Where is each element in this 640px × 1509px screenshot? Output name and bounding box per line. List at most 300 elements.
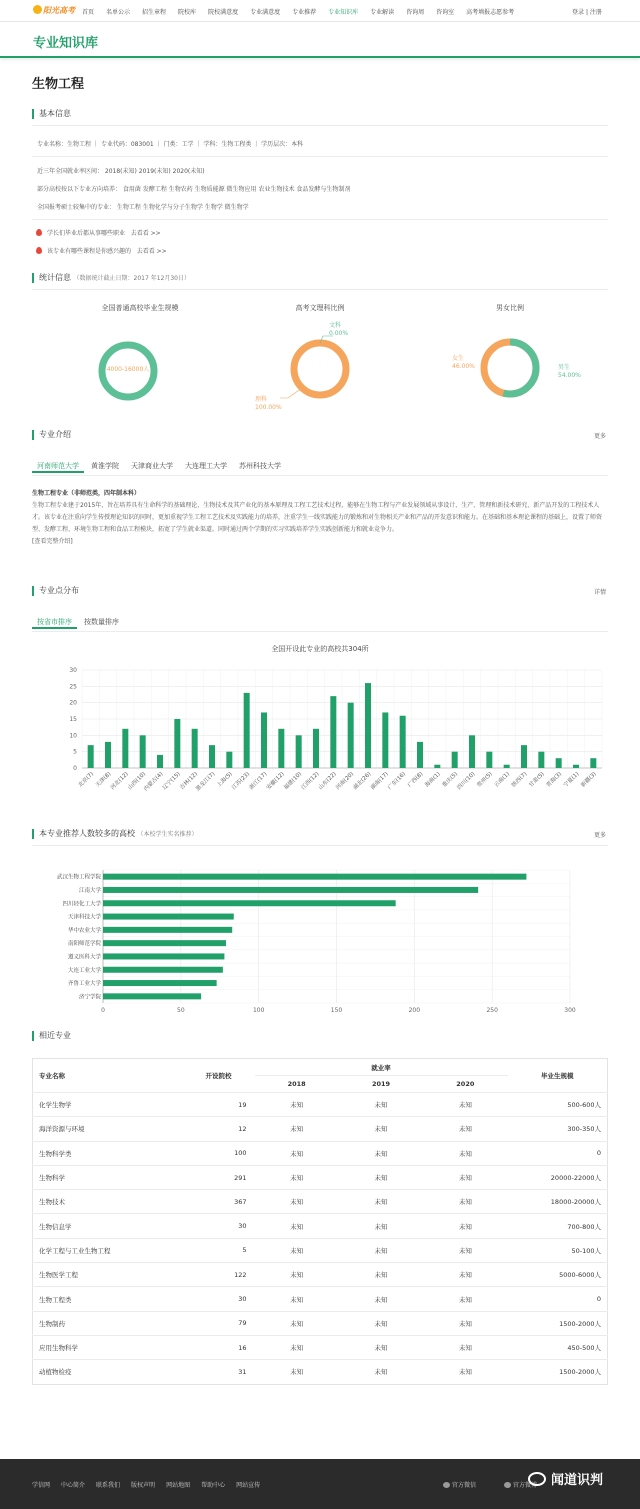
x-tick-label: 0 <box>101 1007 105 1014</box>
rate-2020-cell: 未知 <box>423 1190 507 1214</box>
section-title-text: 本专业推荐人数较多的高校 <box>39 829 135 838</box>
section-title-stats <box>32 273 190 283</box>
wechat-link[interactable] <box>443 1480 490 1489</box>
y-tick-label: 齐鲁工业大学 <box>67 981 101 988</box>
schools-cell: 367 <box>183 1190 255 1214</box>
bar <box>103 953 224 959</box>
rate-2018-cell: 未知 <box>255 1165 339 1189</box>
major-name-cell: 生物制药 <box>33 1311 183 1335</box>
scale-cell: 300-350人 <box>508 1117 608 1141</box>
footer <box>0 1459 640 1509</box>
rate-2019-cell: 未知 <box>339 1093 423 1117</box>
female-pct: 46.00% <box>452 363 475 370</box>
section-title-text: 基本信息 <box>39 109 71 118</box>
separator: | <box>585 9 588 16</box>
schools-cell: 19 <box>183 1093 255 1117</box>
rate-2019-cell: 未知 <box>339 1141 423 1165</box>
postgrad-line: 全国报考硕士较集中的专业： 生物工程 生物化学与分子生物学 生物学 微生物学 <box>37 204 249 211</box>
y-tick-label: 江南大学 <box>78 887 101 894</box>
x-tick-label: 四川(10) <box>456 771 477 792</box>
distribution-detail-link[interactable]: 详情 <box>594 589 607 596</box>
footer-link[interactable]: 版权声明 <box>131 1482 156 1489</box>
bar-chart-title: 全国开设此专业的高校共304所 <box>271 645 369 653</box>
section-title-similar <box>32 1031 71 1041</box>
y-tick-label: 15 <box>69 716 77 723</box>
table-row[interactable] <box>33 1165 608 1189</box>
major-name-cell: 海洋资源与环境 <box>33 1117 183 1141</box>
schools-cell: 100 <box>183 1141 255 1165</box>
x-tick-label: 贵州(5) <box>476 771 494 789</box>
x-tick-label: 50 <box>177 1007 185 1014</box>
x-tick-label: 黑龙江(7) <box>194 771 217 793</box>
school-tabs <box>32 459 288 473</box>
x-tick-label: 海南(1) <box>424 771 442 789</box>
auth-links <box>572 7 602 16</box>
x-tick-label: 新疆(3) <box>580 771 598 789</box>
male-pct: 54.00% <box>558 372 581 379</box>
bar <box>103 887 478 893</box>
scale-cell: 1500-2000人 <box>508 1360 608 1384</box>
nav-link[interactable]: 招生章程 <box>142 9 167 16</box>
bar <box>417 742 423 768</box>
x-tick-label: 宁夏(1) <box>562 771 581 789</box>
x-tick-label: 辽宁(15) <box>161 771 182 792</box>
female-label <box>452 355 475 371</box>
rate-2018-cell: 未知 <box>255 1093 339 1117</box>
bar <box>140 735 146 768</box>
bar <box>174 719 180 768</box>
x-tick-label: 江苏(23) <box>231 771 252 792</box>
rate-2020-cell: 未知 <box>423 1141 507 1165</box>
major-name-cell: 化学工程与工业生物工程 <box>33 1238 183 1262</box>
school-tab[interactable]: 天津商业大学 <box>131 462 173 470</box>
school-tab-active[interactable]: 河南师范大学 <box>32 459 84 473</box>
course-link-text[interactable]: 该专业有哪些课程是你感兴趣的 <box>47 248 132 255</box>
top-navigation <box>0 0 640 22</box>
schools-cell: 79 <box>183 1311 255 1335</box>
bar <box>469 735 475 768</box>
major-name-cell: 生物信息学 <box>33 1214 183 1238</box>
bar <box>434 765 440 768</box>
schools-cell: 291 <box>183 1165 255 1189</box>
x-tick-label: 上海(5) <box>216 771 234 789</box>
rate-2020-cell: 未知 <box>423 1287 507 1311</box>
y-tick-label: 武汉生物工程学院 <box>56 874 101 881</box>
bar <box>452 752 458 768</box>
rate-2019-cell: 未知 <box>339 1335 423 1359</box>
major-name-cell: 生物科学 <box>33 1165 183 1189</box>
y-tick-label: 5 <box>73 748 77 756</box>
scale-cell: 5000-6000人 <box>508 1263 608 1287</box>
bar <box>244 693 250 768</box>
x-tick-label: 广东(16) <box>387 771 408 792</box>
sort-tabs <box>32 615 126 629</box>
table-row[interactable] <box>33 1287 608 1311</box>
section-title-text: 相近专业 <box>39 1031 71 1040</box>
logo-text: 阳光高考 <box>43 6 75 15</box>
basic-info-line: 专业名称：生物工程 ｜ 专业代码：083001 ｜ 门类：工学 ｜ 学科：生物工程类 ｜ 学历层次：本科 <box>37 141 304 148</box>
x-tick-label: 山西(10) <box>127 771 148 792</box>
col-2018: 2018 <box>255 1076 339 1093</box>
arts-label-text: 文科 <box>329 322 342 329</box>
x-tick-label: 福建(10) <box>283 771 304 792</box>
bar <box>296 735 302 768</box>
science-label-text: 理科 <box>255 396 268 403</box>
science-pct: 100.00% <box>255 404 282 411</box>
schools-cell: 5 <box>183 1238 255 1262</box>
course-link-row <box>36 246 167 255</box>
y-tick-label: 四川轻化工大学 <box>62 901 101 908</box>
divider <box>32 219 608 220</box>
rate-2019-cell: 未知 <box>339 1190 423 1214</box>
bar <box>573 765 579 768</box>
y-tick-label: 天津科技大学 <box>67 914 101 921</box>
login-link[interactable]: 登录 <box>572 9 585 16</box>
y-tick-label: 10 <box>69 732 77 740</box>
rate-2019-cell: 未知 <box>339 1238 423 1262</box>
scale-value: 4000-16000人 <box>106 366 150 373</box>
bar <box>103 980 217 986</box>
weibo-label: 官方微博 <box>513 1482 538 1489</box>
x-tick-label: 云南(1) <box>493 771 512 789</box>
scale-cell: 1500-2000人 <box>508 1311 608 1335</box>
x-tick-label: 150 <box>330 1007 343 1014</box>
bar <box>105 742 111 768</box>
scale-cell: 50-100人 <box>508 1238 608 1262</box>
gender-donut <box>478 336 542 400</box>
nav-link[interactable]: 高考填报志愿参考 <box>466 9 515 16</box>
table-row[interactable] <box>33 1093 608 1117</box>
table-row[interactable] <box>33 1190 608 1214</box>
bar <box>590 758 596 768</box>
x-tick-label: 250 <box>486 1007 498 1014</box>
rate-2020-cell: 未知 <box>423 1335 507 1359</box>
fire-icon <box>36 229 42 236</box>
page-title: 生物工程 <box>32 77 85 92</box>
rate-2020-cell: 未知 <box>423 1214 507 1238</box>
rate-2018-cell: 未知 <box>255 1190 339 1214</box>
rate-2018-cell: 未知 <box>255 1141 339 1165</box>
scale-cell: 450-500人 <box>508 1335 608 1359</box>
bar <box>209 745 215 768</box>
rate-2018-cell: 未知 <box>255 1360 339 1384</box>
major-name-cell: 应用生物科学 <box>33 1335 183 1359</box>
y-tick-label: 0 <box>73 765 77 772</box>
bar <box>122 729 128 768</box>
schools-cell: 12 <box>183 1117 255 1141</box>
x-tick-label: 北京(7) <box>77 771 96 789</box>
section-title-text: 专业介绍 <box>39 430 71 439</box>
x-tick-label: 内蒙古(4) <box>142 771 165 793</box>
science-leader-line <box>280 388 302 398</box>
nav-links <box>82 7 526 16</box>
nav-link[interactable]: 院校库 <box>178 9 197 16</box>
x-tick-label: 甘肃(5) <box>528 771 546 789</box>
table-row[interactable] <box>33 1311 608 1335</box>
rate-2019-cell: 未知 <box>339 1117 423 1141</box>
schools-cell: 16 <box>183 1335 255 1359</box>
rate-2018-cell: 未知 <box>255 1238 339 1262</box>
rate-2020-cell: 未知 <box>423 1263 507 1287</box>
divider <box>32 475 608 476</box>
similar-majors-table <box>32 1058 608 1385</box>
x-tick-label: 江西(12) <box>300 771 321 792</box>
school-horizontal-bar-chart <box>40 864 580 1019</box>
major-name-cell: 生物科学类 <box>33 1141 183 1165</box>
section-banner <box>0 22 640 58</box>
x-tick-label: 山东(22) <box>317 771 338 792</box>
recommend-note: （本校学生实名推荐） <box>137 831 198 838</box>
y-tick-label: 济宁学院 <box>78 994 101 1001</box>
x-tick-label: 浙江(17) <box>248 771 269 792</box>
x-tick-label: 河北(12) <box>109 771 130 792</box>
table-row[interactable] <box>33 1214 608 1238</box>
bar <box>103 900 396 906</box>
rate-2019-cell: 未知 <box>339 1263 423 1287</box>
bar <box>103 967 223 973</box>
nav-link[interactable]: 咨询周 <box>406 9 425 16</box>
x-tick-label: 安徽(12) <box>265 771 286 792</box>
school-tab[interactable]: 黄淮学院 <box>91 462 119 470</box>
x-tick-label: 300 <box>564 1007 576 1014</box>
bar <box>556 758 562 768</box>
divider <box>32 156 608 157</box>
divider <box>32 289 608 290</box>
table-row[interactable] <box>33 1263 608 1287</box>
bar <box>504 765 510 768</box>
scale-cell: 20000-22000人 <box>508 1165 608 1189</box>
rate-2020-cell: 未知 <box>423 1311 507 1335</box>
rate-2019-cell: 未知 <box>339 1287 423 1311</box>
schools-cell: 30 <box>183 1287 255 1311</box>
schools-cell: 30 <box>183 1214 255 1238</box>
nav-link[interactable]: 院校满意度 <box>208 9 239 16</box>
bar <box>226 752 232 768</box>
table-row[interactable] <box>33 1360 608 1384</box>
fire-icon <box>36 247 42 254</box>
watermark-text: 闻道识判 <box>551 1473 604 1488</box>
bar <box>382 712 388 768</box>
wechat-label: 官方微信 <box>452 1482 477 1489</box>
y-tick-label: 25 <box>69 683 77 691</box>
schools-cell: 31 <box>183 1360 255 1384</box>
arts-pct: 0.00% <box>329 330 349 337</box>
rate-2019-cell: 未知 <box>339 1360 423 1384</box>
intro-heading: 生物工程专业（非师范类，四年制本科） <box>32 490 141 497</box>
rate-2018-cell: 未知 <box>255 1117 339 1141</box>
site-logo[interactable] <box>33 5 75 16</box>
bar <box>521 745 527 768</box>
y-tick-label: 遵义医科大学 <box>67 954 101 961</box>
y-tick-label: 南阳师范学院 <box>67 941 101 948</box>
bar <box>103 940 226 946</box>
rate-2020-cell: 未知 <box>423 1165 507 1189</box>
bar <box>103 993 201 999</box>
divider <box>32 845 608 846</box>
x-tick-label: 重庆(5) <box>441 771 460 789</box>
nav-link[interactable]: 首页 <box>82 9 95 16</box>
x-tick-label: 湖北(26) <box>352 771 373 792</box>
x-tick-label: 广西(8) <box>406 771 425 789</box>
sort-tab-active[interactable]: 按省市排序 <box>32 615 77 629</box>
y-tick-label: 大连工业大学 <box>67 967 101 974</box>
school-tab[interactable]: 大连理工大学 <box>185 462 227 470</box>
divider <box>32 125 608 126</box>
nav-link[interactable]: 名单公示 <box>106 9 131 16</box>
rate-2018-cell: 未知 <box>255 1287 339 1311</box>
view-full-intro-link[interactable]: [查看完整介绍] <box>32 538 73 545</box>
schools-cell: 122 <box>183 1263 255 1287</box>
rate-2020-cell: 未知 <box>423 1093 507 1117</box>
footer-link[interactable]: 网站地图 <box>166 1482 191 1489</box>
table-row[interactable] <box>33 1141 608 1165</box>
scale-cell: 500-600人 <box>508 1093 608 1117</box>
x-tick-label: 陕西(7) <box>510 771 529 789</box>
bar <box>313 729 319 768</box>
table-body <box>33 1093 608 1385</box>
intro-more-link[interactable]: 更多 <box>594 433 607 440</box>
table-row[interactable] <box>33 1335 608 1359</box>
section-title-intro <box>32 430 71 440</box>
col-name: 专业名称 <box>39 1072 65 1080</box>
nav-link-active[interactable]: 专业知识库 <box>328 9 359 16</box>
nav-link[interactable]: 专业满意度 <box>250 9 281 16</box>
bar <box>365 683 371 768</box>
rate-2019-cell: 未知 <box>339 1214 423 1238</box>
science-label <box>255 396 282 412</box>
x-tick-label: 湖南(17) <box>369 771 390 792</box>
major-name-cell: 化学生物学 <box>33 1093 183 1117</box>
recommend-more-link[interactable]: 更多 <box>594 832 607 839</box>
bar <box>330 696 336 768</box>
rate-2019-cell: 未知 <box>339 1165 423 1189</box>
section-title-recommend <box>32 829 198 839</box>
rate-2020-cell: 未知 <box>423 1238 507 1262</box>
arts-label <box>329 322 348 338</box>
rate-2018-cell: 未知 <box>255 1311 339 1335</box>
rate-2018-cell: 未知 <box>255 1335 339 1359</box>
nav-link[interactable]: 专业解读 <box>370 9 395 16</box>
x-tick-label: 100 <box>252 1007 265 1014</box>
section-title-text: 专业点分布 <box>39 586 79 595</box>
footer-links <box>32 1480 271 1489</box>
career-link-text[interactable]: 学长们毕业后都从事哪些职业 <box>47 230 126 237</box>
banner-title: 专业知识库 <box>33 36 99 51</box>
section-title-basic <box>32 109 71 119</box>
rate-2018-cell: 未知 <box>255 1263 339 1287</box>
weibo-icon <box>504 1482 511 1488</box>
section-title-text: 统计信息 <box>39 273 71 282</box>
col-schools: 开设院校 <box>205 1072 232 1080</box>
y-tick-label: 30 <box>69 667 77 674</box>
nav-link[interactable]: 专业推荐 <box>292 9 317 16</box>
bar <box>486 752 492 768</box>
rate-2018-cell: 未知 <box>255 1214 339 1238</box>
bar <box>278 729 284 768</box>
table-header-row <box>33 1059 608 1076</box>
major-name-cell: 生物医学工程 <box>33 1263 183 1287</box>
go-see-link[interactable]: 去看看 >> <box>136 248 167 255</box>
scale-chart-title: 全国普通高校毕业生规模 <box>101 304 179 312</box>
x-tick-label: 河南(20) <box>335 771 356 792</box>
bar <box>157 755 163 768</box>
female-label-text: 女生 <box>452 355 465 362</box>
divider <box>32 631 608 632</box>
footer-link[interactable]: 网站宣传 <box>236 1482 261 1489</box>
school-tab[interactable]: 苏州科技大学 <box>239 462 281 470</box>
x-tick-label: 200 <box>408 1007 421 1014</box>
wechat-icon <box>443 1482 450 1488</box>
x-tick-label: 青海(3) <box>545 771 564 789</box>
y-tick-label: 华中农业大学 <box>67 927 101 934</box>
bar <box>348 703 354 768</box>
scale-cell: 700-800人 <box>508 1214 608 1238</box>
footer-link[interactable]: 联系我们 <box>96 1482 121 1489</box>
sort-tab[interactable]: 按数量排序 <box>84 618 119 626</box>
footer-link[interactable]: 学信网 <box>32 1482 51 1489</box>
stats-date-note: （数据统计截止日期：2017 年12月30日） <box>73 275 190 282</box>
watermark <box>528 1469 603 1488</box>
major-name-cell: 生物技术 <box>33 1190 183 1214</box>
y-tick-label: 20 <box>69 699 77 707</box>
bar <box>103 927 232 933</box>
scale-cell: 18000-20000人 <box>508 1190 608 1214</box>
sun-logo-icon <box>33 5 42 14</box>
table-row[interactable] <box>33 1238 608 1262</box>
intro-content <box>32 488 608 548</box>
col-employment: 就业率 <box>371 1063 391 1072</box>
bar <box>88 745 94 768</box>
direction-line: 部分高校按以下专业方向培养： 食用菌 发酵工程 生物农药 生物质能源 微生物应用 农业生物技术 食品发酵与生物制剂 <box>37 186 351 193</box>
rate-2019-cell: 未知 <box>339 1311 423 1335</box>
footer-link[interactable]: 中心简介 <box>61 1482 86 1489</box>
career-link-row <box>36 228 161 237</box>
col-scale: 毕业生规模 <box>541 1072 574 1080</box>
go-see-link[interactable]: 去看看 >> <box>130 230 161 237</box>
major-name-cell: 动植物检疫 <box>33 1360 183 1384</box>
bar <box>261 712 267 768</box>
scale-cell: 0 <box>508 1287 608 1311</box>
register-link[interactable]: 注册 <box>589 9 602 16</box>
province-bar-chart <box>60 640 610 800</box>
rate-2020-cell: 未知 <box>423 1117 507 1141</box>
table-row[interactable] <box>33 1117 608 1141</box>
bar <box>103 914 234 920</box>
scale-cell: 0 <box>508 1141 608 1165</box>
col-2019: 2019 <box>339 1076 423 1093</box>
x-tick-label: 天津(8) <box>94 771 113 789</box>
bar <box>192 729 198 768</box>
intro-body: 生物工程专业建于2015年，旨在培养具有生命科学的基础理论、生物技术及其产业化的基本原理及工程工艺技术过程，能够在生物工程与产业发展领域从事设计、生产、管理和新技术研究、新产品开发的工程技术人才。该专业在注重向学生传授理论知识的同时，更加重视学生工程工艺技术及实践能力的培养，注重学生一线实践能力的锻炼和对生物相关产业和产品的开发意识和能力。在基础和基本理论课程的基础上，设置了师资型、发酵工程、环境生物工程和食品工程模块，拓宽了学生就业渠道。同时通过两个学期的实习实践培养学生实践创新能力和就业竞争力。 <box>32 502 603 533</box>
rate-2020-cell: 未知 <box>423 1360 507 1384</box>
science-ring <box>294 343 346 395</box>
gender-chart-title: 男女比例 <box>496 304 524 312</box>
major-name-cell: 生物工程类 <box>33 1287 183 1311</box>
bar <box>538 752 544 768</box>
employment-rate-line: 近三年全国就业率区间： 2018(未知) 2019(未知) 2020(未知) <box>37 168 205 175</box>
col-2020: 2020 <box>423 1076 507 1093</box>
male-label-text: 男生 <box>558 364 571 371</box>
section-title-distribution <box>32 586 79 596</box>
bar <box>103 874 526 880</box>
nav-link[interactable]: 咨询室 <box>436 9 455 16</box>
x-tick-label: 吉林(12) <box>179 771 200 792</box>
arts-science-chart-title: 高考文理科比例 <box>295 304 345 312</box>
male-label <box>558 364 581 380</box>
chat-bubble-icon <box>528 1472 546 1486</box>
footer-link[interactable]: 帮助中心 <box>201 1482 226 1489</box>
bar <box>400 716 406 768</box>
